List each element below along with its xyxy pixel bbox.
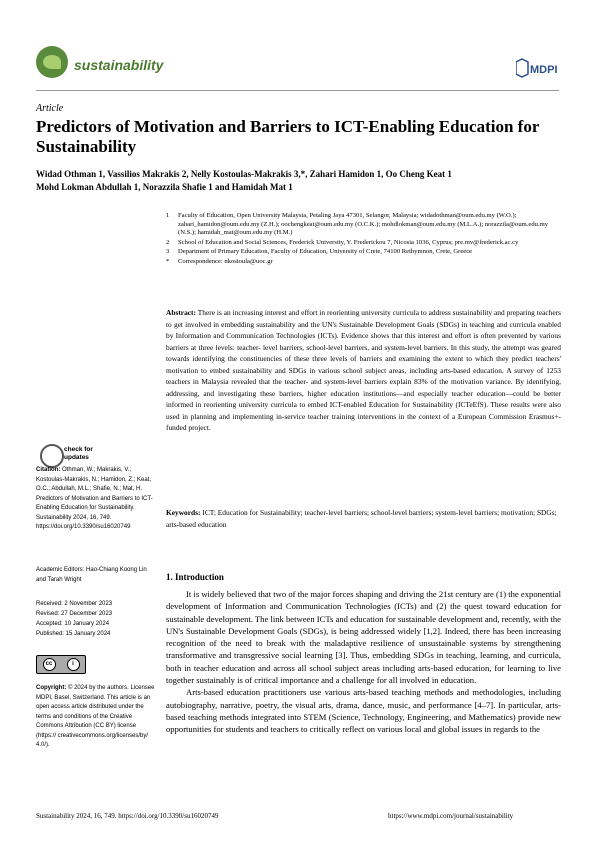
abstract-label: Abstract: xyxy=(166,308,196,317)
footer-journal-url[interactable]: https://www.mdpi.com/journal/sustainability xyxy=(388,812,514,820)
copyright: Copyright: © 2024 by the authors. Licensee MDPI, Basel, Switzerland. This article is an open access article distributed under the terms and conditions of the Creative Commons Attribution (CC BY) license (https:// creativecommons.org/licenses/by/ 4.0/). xyxy=(36,685,155,748)
body-text xyxy=(166,588,561,736)
journal-name: sustainability xyxy=(74,57,164,73)
keywords-label: Keywords: xyxy=(166,508,201,517)
keywords-text: ICT; Education for Sustainability; teacher-level barriers; school-level barriers; system-level barriers; motivation; SDGs; arts-based education xyxy=(166,508,557,529)
footer-citation: Sustainability 2024, 16, 749. https://doi.org/10.3390/su16020749 xyxy=(36,812,219,820)
paper-title: Predictors of Motivation and Barriers to ICT-Enabling Education for Sustainability xyxy=(36,117,540,156)
check-for-updates-label[interactable]: check for updates xyxy=(64,446,93,461)
article-type: Article xyxy=(36,103,64,114)
check-for-updates-icon[interactable] xyxy=(40,444,64,468)
header-rule xyxy=(36,90,559,91)
affiliation-item: 1 Faculty of Education, Open University Malaysia, Petaling Jaya 47301, Selangor, Malaysia; widadothman@oum.edu.my (W.O.); zahari_hamidon@oum.edu.my (Z.H.); oochengkeat@oum.edu.my (O.C.K.); mohdlokman@oum.edu.my (M.L.A.); norazzila@oum.edu.my (N.S.); hamidah_mat@oum.edu.my (H.M.) xyxy=(166,212,549,237)
citation: Citation: Othman, W.; Makrakis, V.; Kostoulas-Makrakis, N.; Hamidon, Z.; Keat, O.C.; Abdullah, M.L.; Shafie, N.; Mat, H. Predictors of Motivation and Barriers to ICT-Enabling Education for Sustainability. Sustainability 2024, 16, 749. https://doi.org/10.3390/su16020749 xyxy=(36,467,153,530)
cc-by-license-icon[interactable]: cc i xyxy=(36,655,86,674)
abstract xyxy=(166,307,561,434)
abstract-text: There is an increasing interest and effort in reorienting university curricula to address sustainability and preparing teachers to get involved in embedding sustainability and the UN's Sustainable Development Goals (SDGs) in teaching and curricula enabled by Information and Communication Technologies (ICTs). Evidence shows that this interest and effort is often prevented by various barriers at three levels: teacher- level barriers, school-level barriers, and system-level barriers. In this study, the attempt was geared towards identifying the constituencies of these three levels of barriers and examining the extent to which they predict teachers' motivation to embed sustainability and SDGs in various school subject areas, including arts-based education. A survey of 1253 teachers in Malaysia revealed that the teacher- and system-level barriers explain 83% of the motivation variance. By identifying, addressing, and investigating these barriers, higher education institutions—and especially teacher education—could be better informed in reorienting university curricula to embed ICT-enabled Education for Sustainability (ICTeEfS). These results were also used in planning and implementing in-service teacher training interventions in the context of a European Commission Erasmus+-funded project. xyxy=(166,308,561,432)
keywords xyxy=(166,507,561,530)
authors-line-1: Widad Othman 1, Vassilios Makrakis 2, Nelly Kostoulas-Makrakis 3,*, Zahari Hamidon 1, Oo Cheng Keat 1 xyxy=(36,169,452,179)
affiliations xyxy=(166,212,561,268)
published-date: Published: 15 January 2024 xyxy=(36,631,111,637)
affiliation-item: 2 School of Education and Social Sciences, Frederick University, Y. Frederickou 7, Nicosia 1036, Cyprus; pre.mv@frederick.ac.cy xyxy=(166,238,519,246)
accepted-date: Accepted: 10 January 2024 xyxy=(36,621,110,627)
mdpi-logo xyxy=(516,58,558,78)
received-date: Received: 2 November 2023 xyxy=(36,601,113,607)
revised-date: Revised: 27 December 2023 xyxy=(36,611,113,617)
author-list xyxy=(36,168,566,194)
paragraph: Arts-based education practitioners use various arts-based teaching methods and methodologies, including autobiography, narrative, poetry, the visual arts, drama, dance, music, and performance [4–7]. In particular, arts-based teaching methods integrated into STEM (Science, Technology, Engineering, and Mathematics) provide new opportunities for students and teachers to critically reflect on various local and global issues in regards to the xyxy=(166,687,561,735)
academic-editors: Academic Editors: Hao-Chiang Koong Lin and Tarah Wright xyxy=(36,567,147,583)
paragraph: It is widely believed that two of the major forces shaping and driving the 21st century are (1) the exponential development of Information and Communication Technologies (ICTs) and (2) the quest toward education for sustainable development. The link between ICTs and education for sustainable development and, recently, with the UN's Sustainable Development Goals (SDGs), is being addressed widely [1,2]. Indeed, there has been increasing recognition of the need to break with the maladaptive resilience of unsustainable systems by strengthening transformative and transgressive social learning [3]. Thus, embedding SDGs in teaching, learning, and curricula, both in teacher education and across all school subject areas including arts-based education, for learning to live together sustainably is of critical importance and a challenge for all involved in education. xyxy=(166,589,561,686)
authors-line-2: Mohd Lokman Abdullah 1, Norazzila Shafie 1 and Hamidah Mat 1 xyxy=(36,182,293,192)
affiliation-item: 3 Department of Primary Education, Faculty of Education, University of Crete, 74100 Rethymnon, Crete, Greece xyxy=(166,248,473,256)
section-heading: 1. Introduction xyxy=(166,572,224,582)
svg-text:MDPI: MDPI xyxy=(530,64,558,76)
journal-logo xyxy=(36,46,68,78)
affiliation-item: * Correspondence: nkostoula@uoc.gr xyxy=(166,257,273,265)
